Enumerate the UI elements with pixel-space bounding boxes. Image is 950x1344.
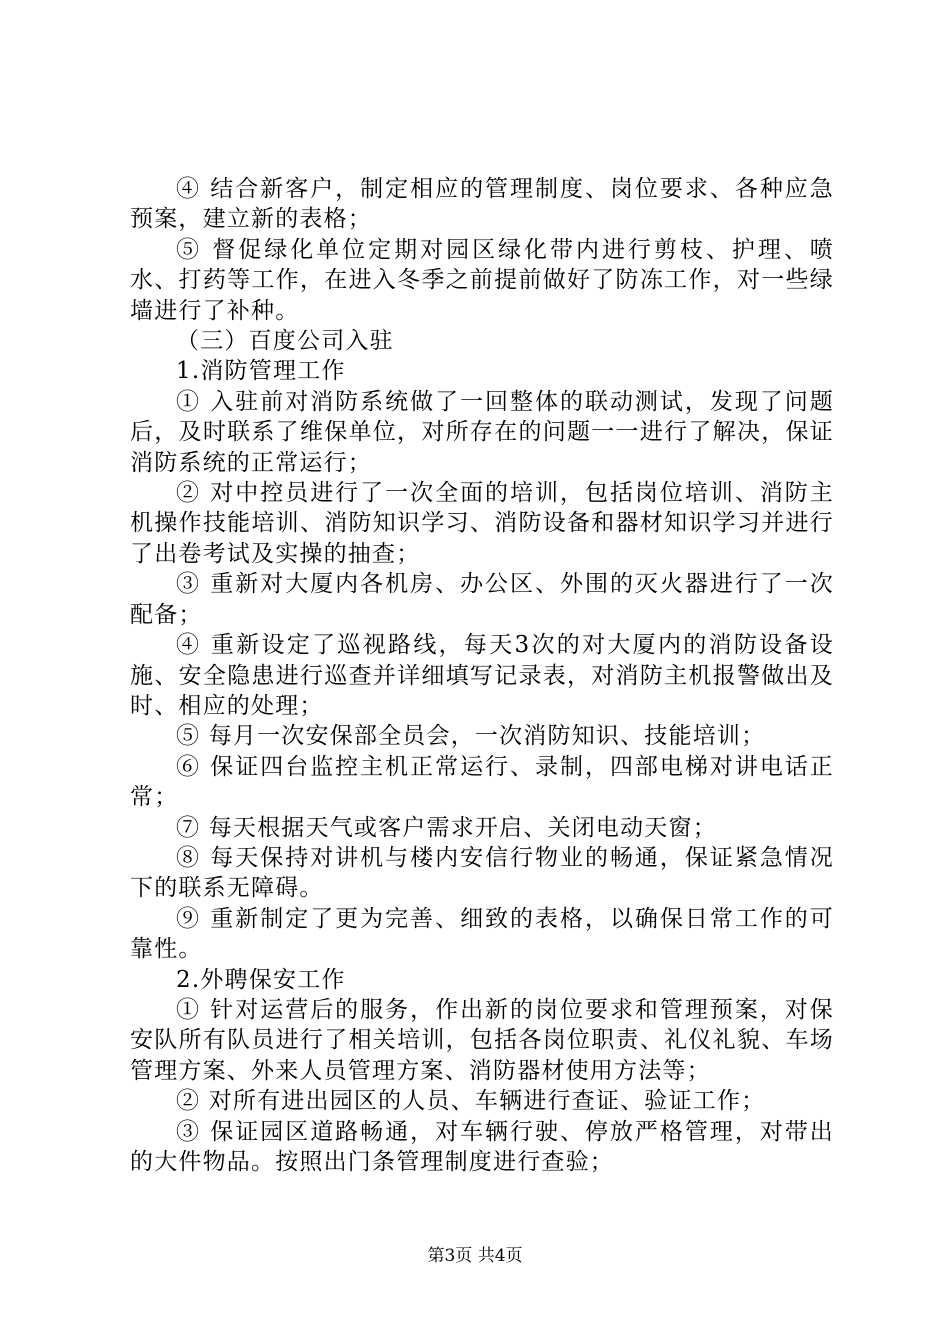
paragraph: ⑥ 保证四台监控主机正常运行、录制，四部电梯对讲电话正常；	[130, 753, 834, 811]
page-number: 第3页 共4页	[427, 1246, 523, 1266]
paragraph: ③ 重新对大厦内各机房、办公区、外围的灭火器进行了一次配备；	[130, 571, 834, 628]
document-body	[130, 174, 834, 1177]
paragraph: ⑨ 重新制定了更为完善、细致的表格，以确保日常工作的可靠性。	[130, 905, 834, 963]
paragraph: ② 对中控员进行了一次全面的培训，包括岗位培训、消防主机操作技能培训、消防知识学习、消防设备和器材知识学习并进行了出卷考试及实操的抽查；	[130, 480, 834, 567]
section-heading: （三）百度公司入驻	[176, 328, 394, 355]
paragraph: ⑧ 每天保持对讲机与楼内安信行物业的畅通，保证紧急情况下的联系无障碍。	[130, 844, 834, 902]
paragraph: ⑦ 每天根据天气或客户需求开启、关闭电动天窗；	[176, 814, 717, 841]
paragraph: ⑤ 督促绿化单位定期对园区绿化带内进行剪枝、护理、喷水、打药等工作，在进入冬季之前提前做好了防冻工作，对一些绿墙进行了补种。	[130, 236, 834, 324]
paragraph: ② 对所有进出园区的人员、车辆进行查证、验证工作；	[176, 1088, 766, 1115]
page-footer	[0, 1245, 950, 1267]
paragraph: ① 针对运营后的服务，作出新的岗位要求和管理预案，对保安队所有队员进行了相关培训，包括各岗位职责、礼仪礼貌、车场管理方案、外来人员管理方案、消防器材使用方法等；	[130, 996, 834, 1084]
paragraph: ⑤ 每月一次安保部全员会，一次消防知识、技能培训；	[176, 723, 766, 750]
subsection-heading: 2.外聘保安工作	[176, 966, 346, 993]
subsection-heading: 1.消防管理工作	[176, 358, 346, 385]
paragraph: ③ 保证园区道路畅通，对车辆行驶、停放严格管理，对带出的大件物品。按照出门条管理制度进行查验；	[130, 1118, 834, 1175]
paragraph: ④ 重新设定了巡视路线，每天3次的对大厦内的消防设备设施、安全隐患进行巡查并详细填写记录表，对消防主机报警做出及时、相应的处理；	[130, 632, 834, 719]
paragraph: ① 入驻前对消防系统做了一回整体的联动测试，发现了问题后，及时联系了维保单位，对所存在的问题一一进行了解决，保证消防系统的正常运行；	[130, 388, 834, 476]
paragraph: ④ 结合新客户，制定相应的管理制度、岗位要求、各种应急预案，建立新的表格；	[130, 176, 834, 233]
